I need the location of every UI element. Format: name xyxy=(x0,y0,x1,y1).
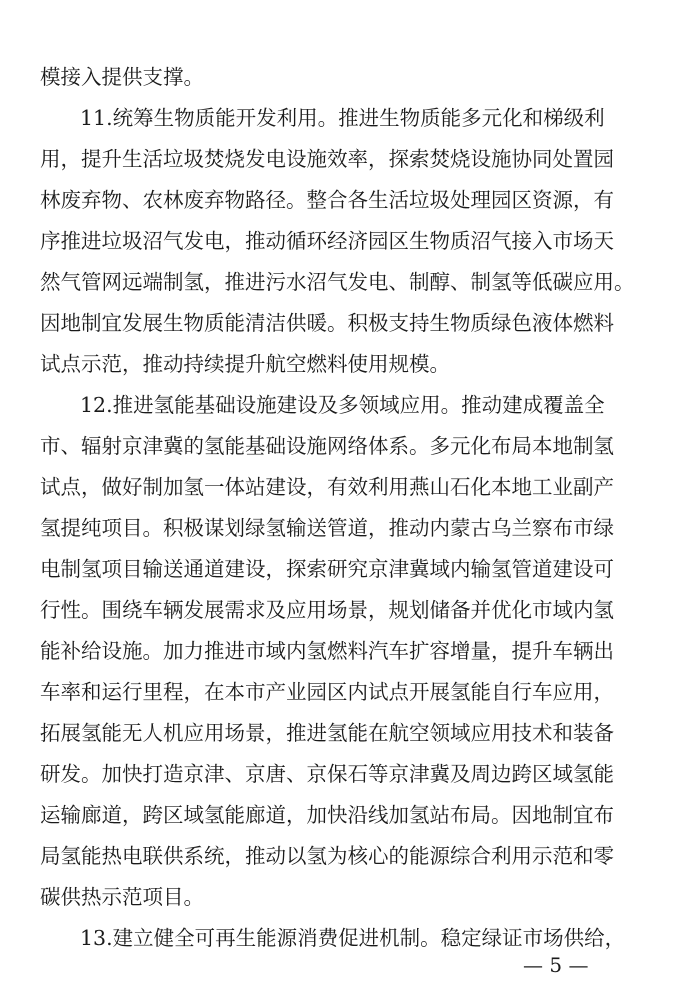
line-text: 碳供热示范项目。 xyxy=(40,885,204,909)
text-line xyxy=(0,222,674,260)
line-text: 电制氢项目输送通道建设，探索研究京津冀域内输氢管道建设可 xyxy=(40,557,614,581)
line-text: 林废弃物、农林废弃物路径。整合各生活垃圾处理园区资源，有 xyxy=(40,188,614,212)
text-line xyxy=(0,58,674,96)
line-text: 市、辐射京津冀的氢能基础设施网络体系。多元化布局本地制氢 xyxy=(40,434,614,458)
line-text: 因地制宜发展生物质能清洁供暖。积极支持生物质绿色液体燃料 xyxy=(40,311,614,335)
line-text: 试点，做好制加氢一体站建设，有效利用燕山石化本地工业副产 xyxy=(40,475,614,499)
text-line xyxy=(0,509,674,547)
text-line xyxy=(0,345,674,383)
text-line xyxy=(0,591,674,629)
line-text: 模接入提供支撑。 xyxy=(40,65,204,89)
line-text: 12.推进氢能基础设施建设及多领域应用。推动建成覆盖全 xyxy=(80,393,605,417)
line-text: 局氢能热电联供系统，推动以氢为核心的能源综合利用示范和零 xyxy=(40,844,614,868)
line-text: 能补给设施。加力推进市域内氢燃料汽车扩容增量，提升车辆出 xyxy=(40,639,614,663)
line-text: 拓展氢能无人机应用场景，推进氢能在航空领域应用技术和装备 xyxy=(40,721,614,745)
text-line xyxy=(0,837,674,875)
page-number: — 5 — xyxy=(523,953,589,977)
line-text: 氢提纯项目。积极谋划绿氢输送管道，推动内蒙古乌兰察布市绿 xyxy=(40,516,614,540)
line-text: 用，提升生活垃圾焚烧发电设施效率，探索焚烧设施协同处置园 xyxy=(40,147,614,171)
text-line xyxy=(0,878,674,916)
text-line xyxy=(0,796,674,834)
text-line xyxy=(0,263,674,301)
text-line xyxy=(0,427,674,465)
line-text: 13.建立健全可再生能源消费促进机制。稳定绿证市场供给， xyxy=(80,926,626,950)
text-line xyxy=(0,304,674,342)
text-line xyxy=(0,632,674,670)
text-line xyxy=(0,140,674,178)
line-text: 试点示范，推动持续提升航空燃料使用规模。 xyxy=(40,352,450,376)
text-line xyxy=(0,714,674,752)
line-text: 车率和运行里程，在本市产业园区内试点开展氢能自行车应用， xyxy=(40,680,614,704)
text-line xyxy=(0,181,674,219)
text-line xyxy=(0,673,674,711)
line-text: 11.统筹生物质能开发利用。推进生物质能多元化和梯级利 xyxy=(80,106,605,130)
text-line xyxy=(0,468,674,506)
line-text: 行性。围绕车辆发展需求及应用场景，规划储备并优化市域内氢 xyxy=(40,598,614,622)
line-text: 研发。加快打造京津、京唐、京保石等京津冀及周边跨区域氢能 xyxy=(40,762,614,786)
text-line xyxy=(0,550,674,588)
text-line xyxy=(0,386,674,424)
line-text: 运输廊道，跨区域氢能廊道，加快沿线加氢站布局。因地制宜布 xyxy=(40,803,614,827)
line-text: 序推进垃圾沼气发电，推动循环经济园区生物质沼气接入市场天 xyxy=(40,229,614,253)
text-line xyxy=(0,99,674,137)
text-line xyxy=(0,755,674,793)
line-text: 然气管网远端制氢，推进污水沼气发电、制醇、制氢等低碳应用。 xyxy=(40,270,635,294)
